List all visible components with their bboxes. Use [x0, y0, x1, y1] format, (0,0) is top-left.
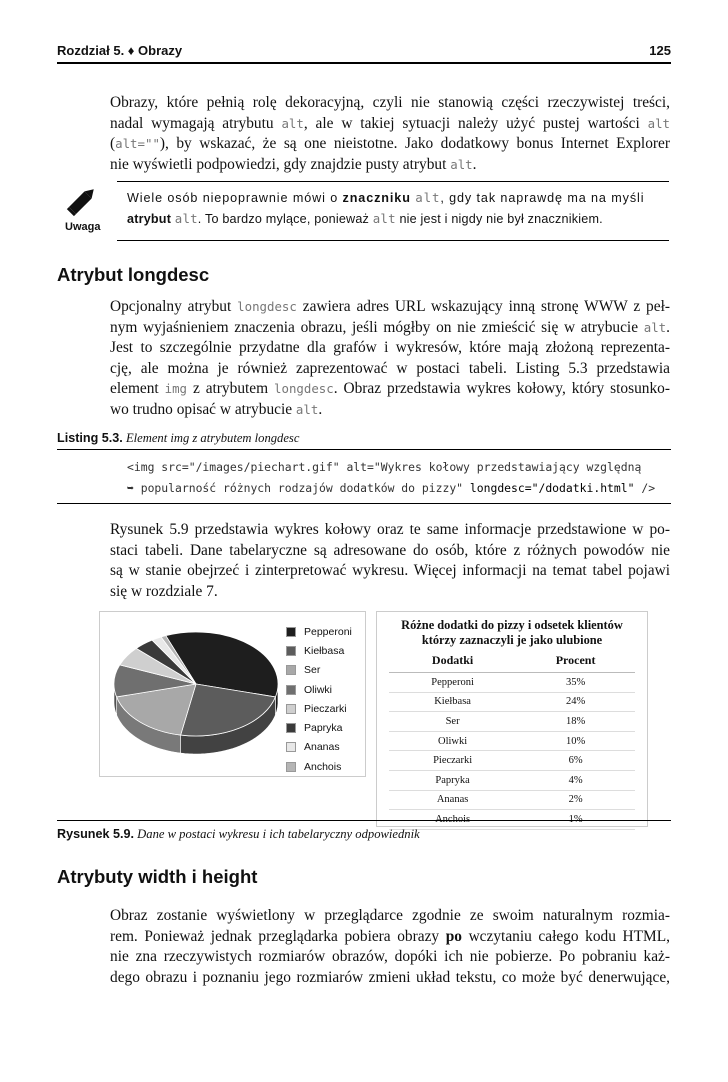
text-segment: rem. Ponieważ jednak przeglądarka pobiera obrazy [110, 927, 446, 945]
table-header-percent: Procent [516, 652, 635, 673]
text-line [110, 400, 670, 421]
note-text-segment: . To bardzo mylące, ponieważ [197, 211, 373, 226]
table-cell-percent: 6% [516, 751, 635, 771]
legend-swatch [286, 646, 296, 656]
note-pencil-icon [57, 188, 107, 234]
table-cell-topping: Oliwki [389, 731, 516, 751]
inline-code: alt [295, 401, 319, 417]
text-segment: element [110, 380, 165, 397]
text-line [110, 561, 670, 582]
table-title [377, 618, 647, 648]
text-line: Obraz zostanie wyświetlony w przeglądarce zgodnie ze swoim naturalnym rozmia- [110, 907, 670, 924]
legend-label: Oliwki [304, 683, 332, 696]
pie-chart-figure [99, 611, 366, 777]
figure-caption-text: Dane w postaci wykresu i ich tabelaryczny odpowiednik [137, 827, 420, 841]
chapter-title: Rozdział 5. ♦ Obrazy [57, 43, 183, 58]
legend-item [286, 757, 352, 776]
table-cell-topping: Anchois [389, 810, 516, 830]
code-line-2-end: /> [634, 481, 656, 495]
table-row [389, 751, 635, 771]
table-cell-topping: Pepperoni [389, 673, 516, 693]
figure-label: Rysunek 5.9. [57, 827, 135, 841]
table-row [389, 712, 635, 732]
toppings-table [389, 652, 635, 830]
section-heading-width-height: Atrybuty width i height [57, 866, 258, 887]
page-number: 125 [649, 43, 671, 58]
text-line: dego obrazu i poznaniu jego rozmiarów zmieni układ tekstu, co może być denerwujące, [110, 968, 670, 986]
text-line [110, 582, 670, 603]
legend-item [286, 718, 352, 737]
figure-bottom-rule [57, 820, 671, 821]
text-segment: nie wyświetli podpowiedzi, gdy znajdzie pusty atrybut [110, 155, 451, 173]
text-segment: wczytaniu całego kodu HTML, [461, 927, 670, 945]
note-bold-term: znaczniku [342, 191, 411, 205]
text-segment: Rysunek 5.9 przedstawia wykres kołowy oraz te same informacje przedstawione w po- [110, 521, 670, 538]
legend-swatch [286, 762, 296, 772]
legend-swatch [286, 723, 296, 733]
table-row [389, 731, 635, 751]
listing-top-rule [57, 449, 671, 450]
code-line-1: <img src="/images/piechart.gif" alt="Wykres kołowy przedstawiający względną [127, 460, 642, 474]
legend-label: Ananas [304, 741, 340, 754]
section-heading-longdesc: Atrybut longdesc [57, 264, 210, 285]
text-segment: zawiera adres URL wskazujący inną stronę WWW z peł- [296, 298, 670, 315]
note-text-segment: nie jest i nigdy nie był znacznikiem. [395, 211, 603, 226]
inline-code: alt [647, 115, 670, 131]
text-segment: Obrazy, które pełnią rolę dekoracyjną, czyli nie stanowią części rzeczywistej treści, [110, 94, 670, 111]
legend-label: Kiełbasa [304, 644, 345, 657]
text-segment: nym wyjaśnieniem znaczenia obrazu, jeśli mógłby on nie zmieścić się w atrybucie [110, 318, 644, 336]
listing-code [127, 457, 655, 499]
intro-paragraph [110, 93, 670, 175]
table-cell-topping: Papryka [389, 770, 516, 790]
text-line [110, 520, 670, 541]
inline-code: img [164, 381, 188, 396]
legend-label: Ser [304, 664, 321, 677]
table-cell-percent: 18% [516, 712, 635, 732]
legend-item [286, 661, 352, 680]
text-line [110, 318, 670, 339]
text-segment: z atrybutem [187, 380, 275, 397]
table-cell-percent: 4% [516, 770, 635, 790]
table-cell-percent: 35% [516, 673, 635, 693]
text-segment: cję, ale można je również zaprezentować w postaci tabeli. Listing 5.3 przedstawia [110, 359, 670, 377]
code-line-2: popularność różnych rodzajów dodatków do pizzy" [133, 481, 470, 495]
legend-label: Anchois [304, 760, 342, 773]
inline-code: alt [281, 115, 304, 131]
inline-code: alt [643, 319, 667, 335]
pie-legend [286, 622, 352, 776]
text-segment: Jest to szczególnie przydatne dla grafów i wykresów, które mają złożoną reprezenta- [110, 339, 670, 356]
legend-label: Pepperoni [304, 625, 352, 638]
text-segment: . Obraz przedstawia wykres kołowy, który stosunko- [333, 380, 671, 397]
listing-label: Listing 5.3. [57, 431, 123, 445]
table-row [389, 673, 635, 693]
legend-item [286, 699, 352, 718]
text-line [110, 379, 670, 400]
table-cell-topping: Kiełbasa [389, 692, 516, 712]
note-text-segment: Wiele osób niepoprawnie mówi o [127, 191, 343, 205]
legend-item [286, 680, 352, 699]
table-cell-percent: 2% [516, 790, 635, 810]
inline-code: alt="" [115, 136, 160, 151]
page-header [57, 40, 671, 64]
text-segment: Opcjonalny atrybut [110, 298, 238, 315]
text-line [110, 93, 670, 114]
longdesc-paragraph [110, 297, 670, 420]
listing-caption-text: Element img z atrybutem longdesc [125, 431, 300, 445]
legend-label: Pieczarki [304, 702, 347, 715]
listing-caption [57, 431, 299, 446]
text-line [110, 114, 670, 135]
text-segment: ), by wskazać, że są one nieistotne. Jako dodatkowy bonus Internet Explorer [159, 135, 670, 152]
text-line [110, 297, 670, 318]
text-line [110, 541, 670, 562]
text-line: nie zna rzeczywistych rozmiarów obrazów, dopóki ich nie pobierze. Po pobraniu każ- [110, 948, 670, 965]
legend-item [286, 641, 352, 660]
text-segment: się w rozdziale 7. [110, 582, 218, 600]
table-row [389, 790, 635, 810]
text-line [110, 155, 670, 176]
text-segment: . [666, 318, 670, 336]
table-cell-percent: 10% [516, 731, 635, 751]
inline-code: alt [450, 156, 473, 172]
legend-swatch [286, 742, 296, 752]
continuation-arrow-icon: ➥ [127, 481, 134, 495]
table-cell-topping: Pieczarki [389, 751, 516, 771]
text-segment: nadal wymagają atrybutu [110, 114, 282, 132]
code-longdesc-attr: longdesc="/dodatki.html" [469, 481, 635, 495]
text-segment: ( [110, 135, 116, 152]
note-text [127, 188, 662, 229]
data-table-figure [376, 611, 648, 827]
legend-swatch [286, 704, 296, 714]
table-cell-topping: Ananas [389, 790, 516, 810]
table-cell-topping: Ser [389, 712, 516, 732]
table-header-toppings: Dodatki [389, 652, 516, 673]
table-row [389, 770, 635, 790]
note-bold-term: atrybut [127, 211, 172, 226]
text-segment: są w stanie obejrzeć i zinterpretować wykresu. Więcej informacji na temat tabel pojawi [110, 562, 670, 579]
legend-item [286, 622, 352, 641]
note-text-segment: , gdy tak naprawdę ma na myśli [440, 191, 645, 205]
figure-caption [57, 827, 420, 842]
note-code: alt [174, 210, 198, 226]
text-line [110, 134, 670, 155]
table-cell-percent: 24% [516, 692, 635, 712]
legend-swatch [286, 627, 296, 637]
figure-intro-paragraph [110, 520, 670, 602]
table-cell-percent: 1% [516, 810, 635, 830]
note-label: Uwaga [65, 221, 101, 233]
legend-swatch [286, 685, 296, 695]
pie-chart [106, 614, 286, 774]
table-row [389, 692, 635, 712]
text-segment: staci tabeli. Dane tabelaryczne są adresowane do osób, które z różnych powodów nie [110, 541, 670, 559]
text-line [110, 927, 670, 948]
listing-bottom-rule [57, 503, 671, 504]
text-segment: , ale w takiej sytuacji należy użyć pustej wartości [303, 114, 648, 132]
bold-term: po [445, 927, 462, 945]
table-title-line-1: Różne dodatki do pizzy i odsetek klientów [401, 618, 623, 632]
text-line [110, 359, 670, 380]
inline-code: longdesc [237, 299, 297, 314]
text-segment: . [472, 155, 477, 173]
table-title-line-2: którzy zaznaczyli je jako ulubione [421, 633, 603, 647]
legend-swatch [286, 665, 296, 675]
note-code: alt [415, 190, 441, 205]
text-segment: wo trudno opisać w atrybucie [110, 400, 296, 418]
inline-code: longdesc [274, 381, 334, 396]
legend-item [286, 738, 352, 757]
text-segment: . [318, 400, 323, 418]
width-height-paragraph [110, 906, 670, 988]
text-line [110, 338, 670, 359]
legend-label: Papryka [304, 722, 343, 735]
note-code: alt [372, 210, 396, 226]
